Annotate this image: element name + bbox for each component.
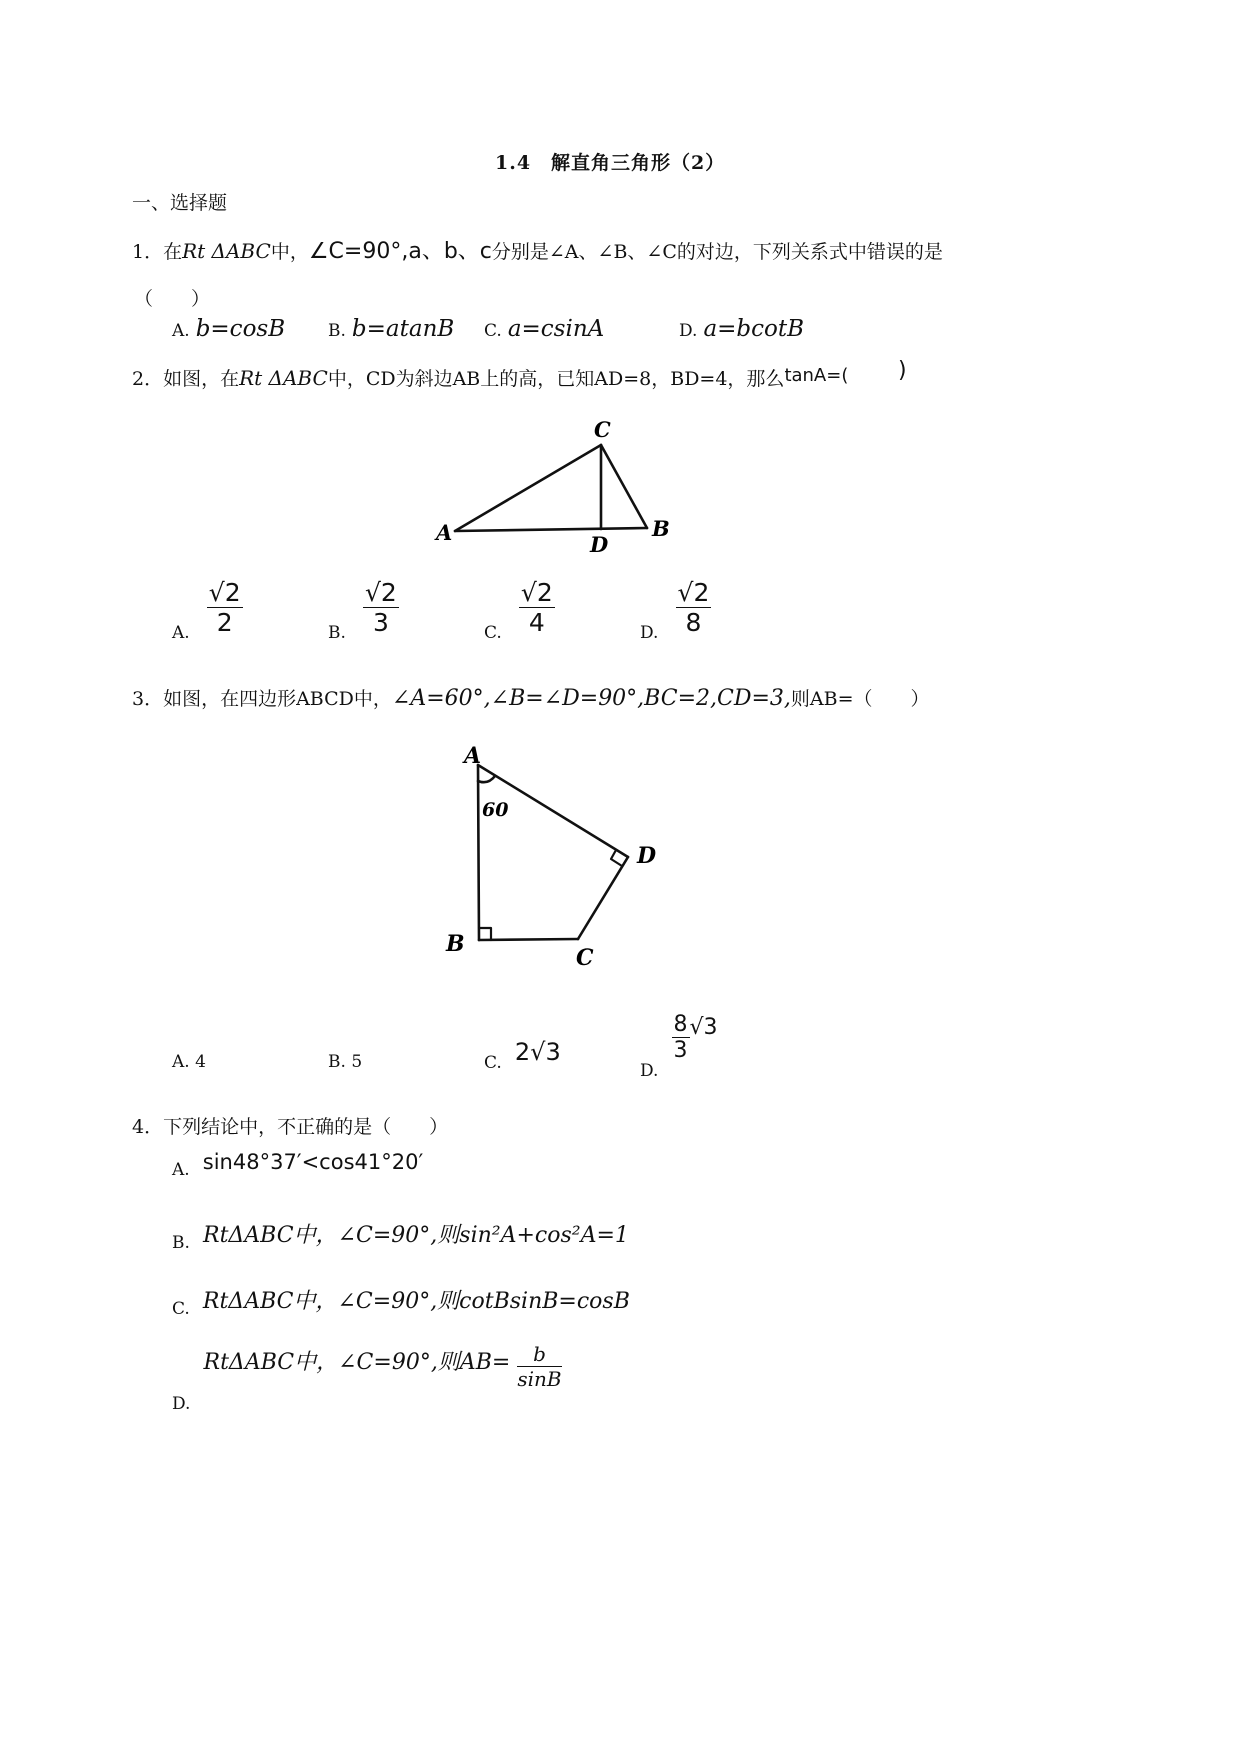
label-b: B xyxy=(652,516,670,541)
triangle-figure xyxy=(420,410,680,560)
q1-paren: （ ） xyxy=(134,288,211,310)
page-title: 1.4 解直角三角形（2） xyxy=(495,152,726,174)
q1-option-c: C. a=csinA xyxy=(484,316,605,342)
q1-rest: 分别是∠A、∠B、∠C的对边，下列关系式中错误的是 xyxy=(491,241,943,263)
label-a: A xyxy=(436,520,453,545)
q2-option-b: B. $\frac{√2}{3}$ xyxy=(328,578,397,643)
q3-option-d: D. $\frac{8}{3}$ √3 xyxy=(640,1012,718,1081)
label-c: C xyxy=(594,417,611,442)
q2-ask: tanA=( xyxy=(784,365,849,386)
question-1 xyxy=(132,234,943,265)
label-c: C xyxy=(576,945,594,971)
q1-option-d: D. a=bcotB xyxy=(679,316,805,342)
q3-option-b: B. 5 xyxy=(328,1052,363,1072)
q3-conditions: ∠A=60°,∠B=∠D=90°,BC=2,CD=3, xyxy=(391,686,791,711)
q2-option-a: A. $\frac{√2}{2}$ xyxy=(172,578,241,643)
question-4: 4．下列结论中，不正确的是（ ） xyxy=(132,1116,449,1138)
q1-mid: 中， xyxy=(270,241,309,263)
q1-number: 1．在 xyxy=(132,241,183,263)
q4-option-a: A. sin48°37′<cos41°20′ xyxy=(172,1150,424,1180)
right-angle-b xyxy=(479,928,491,940)
q2-option-d: D. $\frac{√2}{8}$ xyxy=(640,578,710,643)
q2-close-paren: ) xyxy=(898,358,907,383)
quadrilateral-figure xyxy=(440,735,680,975)
side-bc xyxy=(479,939,578,940)
q3-option-c: C. 2√3 xyxy=(484,1038,561,1073)
side-cd xyxy=(578,857,628,939)
q1-option-b: B. b=atanB xyxy=(328,316,455,342)
label-a: A xyxy=(464,743,482,769)
side-ac xyxy=(455,445,601,531)
q4-option-d: D. RtΔABC中，∠C=90°,则AB= $\frac{b}{\sin B}$ xyxy=(172,1342,562,1414)
q1-option-a: A. b=cosB xyxy=(172,316,286,342)
q3-option-a: A. 4 xyxy=(172,1052,206,1072)
label-d: D xyxy=(637,843,657,869)
q1-triangle: Rt ΔABC xyxy=(182,239,271,263)
section-heading: 一、选择题 xyxy=(132,192,228,214)
question-2: 2．如图，在Rt ΔABC中，CD为斜边AB上的高，已知AD=8，BD=4，那么tanA=( xyxy=(132,365,849,390)
side-cb xyxy=(601,445,647,528)
angle-label: 60 xyxy=(482,799,509,821)
label-b: B xyxy=(446,931,465,957)
q4-option-c: C. RtΔABC中，∠C=90°,则cotBsinB=cosB xyxy=(172,1289,630,1319)
label-d: D xyxy=(590,532,609,557)
angle-arc xyxy=(478,776,495,782)
q2-option-c: C. $\frac{√2}{4}$ xyxy=(484,578,553,643)
side-ab xyxy=(478,765,479,940)
q1-angle: ∠C=90°,a、b、c xyxy=(308,239,492,264)
question-3: 3．如图，在四边形ABCD中，∠A=60°,∠B=∠D=90°,BC=2,CD=3,则AB=（ ） xyxy=(132,686,930,711)
q2-triangle: Rt ΔABC xyxy=(239,366,328,390)
q4-option-b: B. RtΔABC中，∠C=90°,则sin²A+cos²A=1 xyxy=(172,1223,629,1253)
side-ab xyxy=(455,528,647,531)
